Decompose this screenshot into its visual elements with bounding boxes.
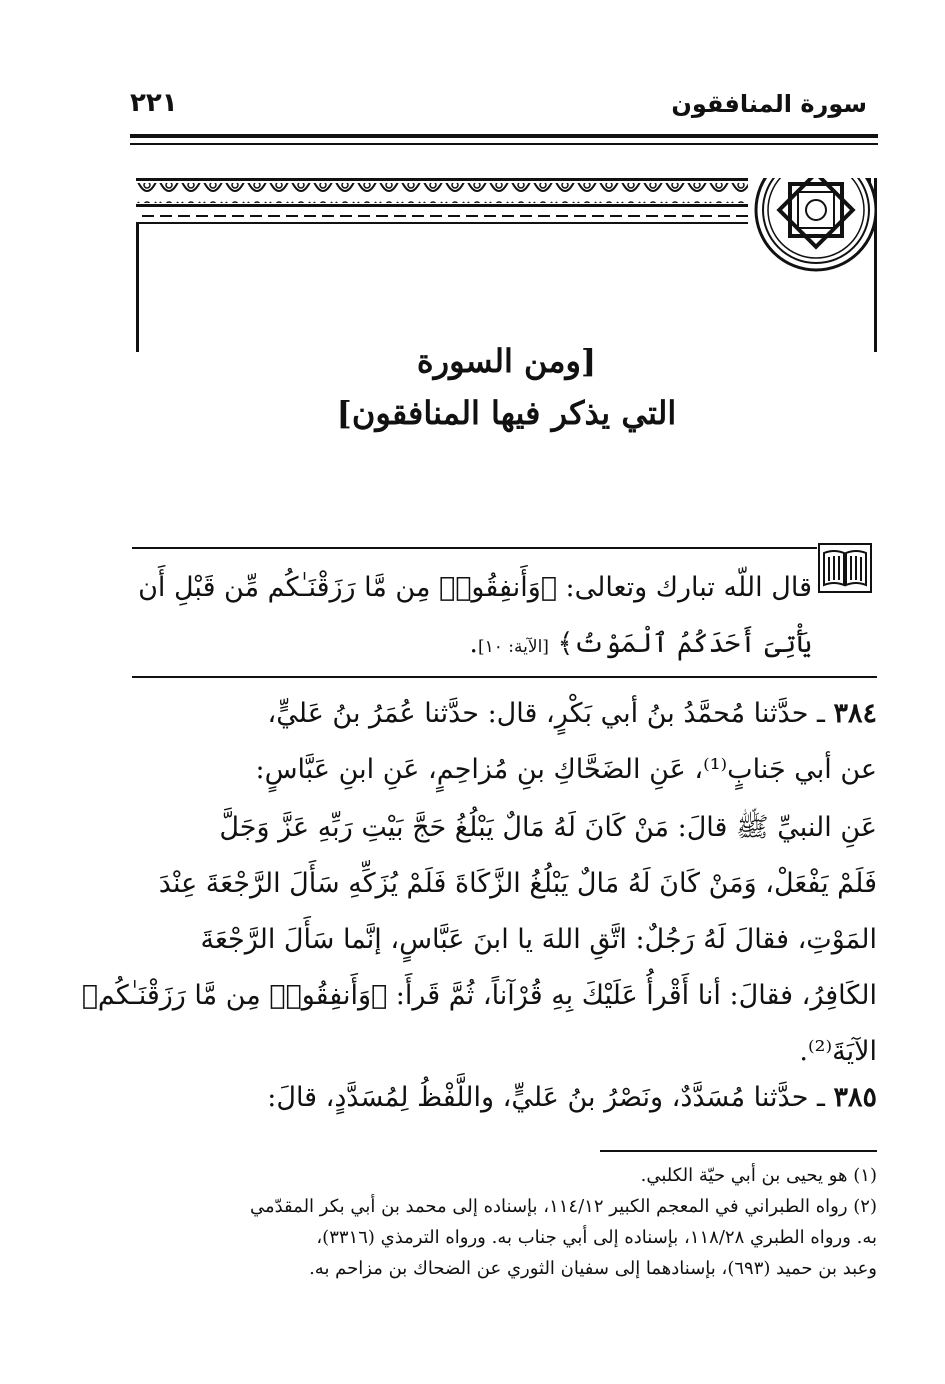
hadith-384-body-line: عَنِ النبيِّ ﷺ قالَ: مَنْ كَانَ لَهُ مَالٌ يَبْلُغُ حَجَّ بَيْتِ رَبِّهِ عَزَّ وَجَلَّ	[219, 812, 877, 843]
surah-header: سورة المنافقون	[671, 90, 867, 118]
medallion-ornament	[756, 178, 876, 270]
quran-verse	[132, 560, 812, 675]
hadith-384-body-line: فَلَمْ يَفْعَلْ، وَمَنْ كَانَ لَهُ مَالٌ يَبْلُغُ الزَّكَاةَ فَلَمْ يُزَكِّهِ سَأَلَ الرَّجْعَةَ عِنْدَ	[158, 868, 877, 899]
footnote-line: به. ورواه الطبري ١١٨/٢٨، بإسناده إلى أبي جناب به. ورواه الترمذي (٣٣١٦)،	[316, 1227, 877, 1248]
footnotes	[132, 1160, 877, 1284]
hadith-number: ٣٨٤	[833, 698, 877, 729]
footnote-line: (٢) رواه الطبراني في المعجم الكبير ١١٤/١٢، بإسناده إلى محمد بن أبي بكر المقدّمي	[249, 1196, 877, 1217]
chapter-title	[136, 335, 877, 439]
quran-line2	[132, 616, 812, 675]
hadith-384-line1	[132, 686, 877, 742]
open-book-icon	[818, 543, 872, 593]
hadith-384-body-line: الكَافِرُ، فقالَ: أنا أَقْرأُ عَلَيْكَ بِهِ قُرْآناً، ثُمَّ قَرأَ: ﴿وَأَنفِقُوا۟ مِن مَّا رَزَقْنَـٰكُم﴾	[81, 980, 877, 1011]
chapter-title-line2: التي يذكر فيها المنافقون]	[336, 394, 677, 432]
hadith-384-isnad	[132, 686, 877, 798]
hadith-384-line2: عن أبي جَنابٍ⁽¹⁾، عَنِ الضَحَّاكِ بنِ مُزاحِمٍ، عَنِ ابنِ عَبَّاسٍ:	[255, 754, 877, 785]
chapter-title-line1: [ومن السورة	[416, 342, 597, 380]
decorative-frame	[136, 178, 877, 358]
verse-end: .	[469, 628, 478, 659]
hadith-384-body-line: المَوْتِ، فقالَ لَهُ رَجُلٌ: اتَّقِ اللهَ يا ابنَ عَبَّاسٍ، إنَّما سَأَلَ الرَّجْعَةَ	[200, 924, 877, 955]
hadith-385	[132, 1070, 877, 1126]
hadith-number: ٣٨٥	[833, 1082, 877, 1113]
footnote-line: وعبد بن حميد (٦٩٣)، بإسنادهما إلى سفيان الثوري عن الضحاك بن مزاحم به.	[309, 1258, 877, 1279]
hadith-385-line1	[132, 1070, 877, 1126]
footnote-rule	[600, 1150, 877, 1152]
hadith-384-line1-text: ـ حدَّثنا مُحمَّدُ بنُ أبي بَكْرٍ، قال: حدَّثنا عُمَرُ بنُ عَليٍّ،	[267, 698, 825, 729]
page-number: ٢٢١	[130, 88, 178, 118]
header-rule	[130, 134, 878, 138]
hadith-384-body-line: الآيَةَ⁽²⁾.	[799, 1036, 877, 1067]
footnote-line: (١) هو يحيى بن أبي حيّة الكلبي.	[640, 1165, 877, 1186]
verse-rule-bottom	[132, 676, 877, 678]
header-rule-thin	[130, 143, 878, 145]
hadith-384-matn	[81, 800, 877, 1080]
verse-rule	[132, 547, 817, 549]
quran-line1: قال اللّه تبارك وتعالى: ﴿وَأَنفِقُوا۟ مِن مَّا رَزَقْنَـٰكُم مِّن قَبْلِ أَن	[138, 572, 812, 603]
quran-line2-text: يَأْتِىَ أَحَدَكُمُ ٱلْمَوْتُ﴾	[557, 628, 812, 659]
hadith-385-line1-text: ـ حدَّثنا مُسَدَّدٌ، ونَصْرُ بنُ عَليٍّ، واللَّفْظُ لِمُسَدَّدٍ، قالَ:	[267, 1082, 825, 1113]
verse-reference: [الآية: ١٠]	[477, 637, 549, 657]
